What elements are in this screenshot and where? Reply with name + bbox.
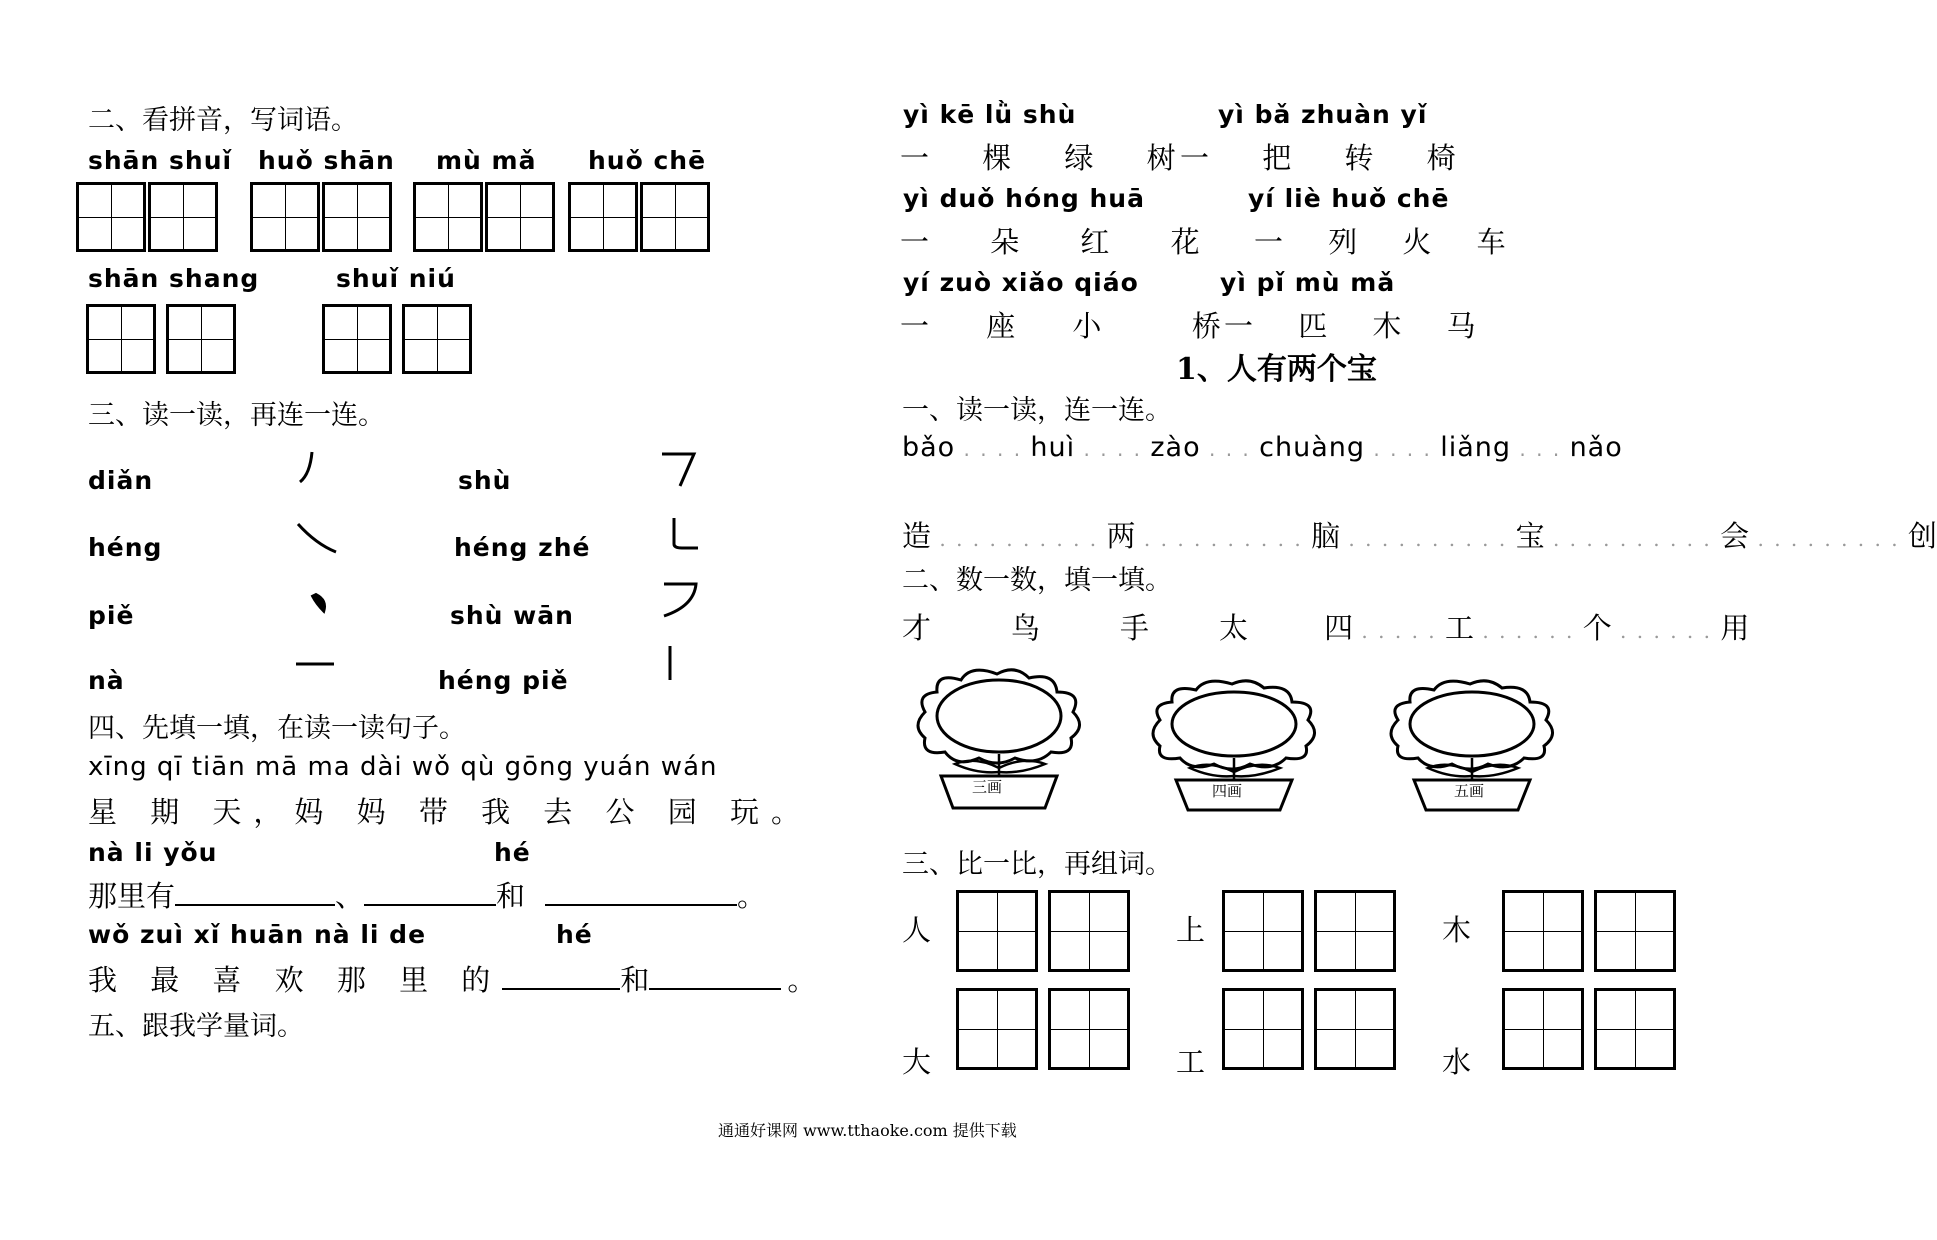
r1-py-chuang[interactable]: chuàng [1259, 432, 1366, 463]
pot-label-2: 四画 [1212, 782, 1243, 800]
measure-pinyin-3a: yí zuò xiǎo qiáo [903, 268, 1139, 297]
measure-pinyin-1a: yì kē lǜ shù [903, 100, 1077, 129]
sentence-1-text: 星 期 天，妈 妈 带 我 去 公 园 玩。 [88, 795, 812, 829]
stroke-shapes-right [650, 448, 710, 688]
r2-char-3: 太 [1219, 611, 1249, 645]
pot-label-3: 五画 [1454, 782, 1485, 800]
section-4-title: 四、先填一填，在读一读句子。 [88, 713, 466, 744]
sentence-2-pinyin: nà li yǒu [88, 838, 218, 867]
r2-char-5: 工 [1445, 611, 1475, 645]
sentence-2-line [88, 874, 766, 915]
r1-py-hui[interactable]: huì [1030, 432, 1076, 463]
r1-hanzi-row: 造 . . . . . . . . . . 两 . . . . . . . . . . 脑 . . . . . . . . . . 宝 . . . . . . . . . . 会 . . . . . . . . . 创 [902, 519, 1937, 553]
hengpie-stroke-icon [662, 454, 694, 486]
blank-3[interactable] [545, 878, 737, 906]
r1-hz-1[interactable]: 两 [1106, 519, 1136, 553]
r1-py-liang[interactable]: liǎng [1440, 432, 1512, 463]
compare-grid-gong[interactable] [1222, 988, 1398, 1070]
stroke-name-shu[interactable]: shù [458, 466, 512, 495]
blank-1[interactable] [175, 878, 335, 906]
sentence-2-sep: 、 [335, 879, 365, 913]
r2-char-6: 个 [1582, 611, 1612, 645]
r2-char-row: 才 鸟 手 太 四 . . . . . 工 . . . . . . 个 . . . . . . 用 [902, 611, 1750, 645]
sentence-1-pinyin: xīng qī tiān mā ma dài wǒ qù gōng yuán wán [88, 752, 718, 782]
r1-hz-2[interactable]: 脑 [1311, 519, 1341, 553]
sentence-3-line [88, 958, 816, 999]
r2-char-1: 鸟 [1011, 611, 1041, 645]
writing-grid-5[interactable] [86, 304, 238, 374]
stroke-name-na[interactable]: nà [88, 666, 125, 695]
pinyin-shanshui: shān shuǐ [88, 146, 233, 175]
compare-grid-shang[interactable] [1222, 890, 1398, 972]
compare-grid-shui[interactable] [1502, 988, 1678, 1070]
r1-py-zao[interactable]: zào [1150, 432, 1201, 463]
pinyin-muma: mù mǎ [436, 146, 537, 175]
sentence-2-pinyin-he: hé [494, 838, 531, 867]
sentence-2-and: 和 [496, 879, 526, 913]
pot-label-1: 三画 [972, 778, 1003, 796]
pie-stroke-icon [300, 452, 312, 482]
r2-char-0: 才 [902, 611, 932, 645]
shuwan-stroke-icon [674, 518, 698, 548]
flower-center-icon [1172, 692, 1296, 756]
section-3-title: 三、读一读，再连一连。 [88, 400, 385, 431]
r1-py-bao[interactable]: bǎo [902, 432, 956, 463]
compare-char-mu: 木 [1442, 913, 1472, 947]
compare-grid-ren[interactable] [956, 890, 1132, 972]
stroke-name-hengpie[interactable]: héng piě [438, 666, 569, 695]
sentence-2-end: 。 [737, 879, 767, 913]
compare-char-ren: 人 [902, 913, 932, 947]
sentence-2-prefix: 那里有 [88, 879, 176, 913]
measure-pinyin-2b: yí liè huǒ chē [1248, 184, 1450, 213]
r-section-1-title: 一、读一读，连一连。 [902, 395, 1172, 426]
compare-grid-da[interactable] [956, 988, 1132, 1070]
flower-center-icon [937, 680, 1061, 752]
writing-grid-2[interactable] [250, 182, 394, 252]
r1-py-nao[interactable]: nǎo [1569, 432, 1623, 463]
blank-4[interactable] [502, 962, 620, 990]
compare-char-da: 大 [902, 1045, 932, 1079]
measure-text-1b: 一 把 转 椅 [1180, 141, 1478, 175]
sentence-3-pinyin: wǒ zuì xǐ huān nà li de [88, 920, 427, 949]
section-2-title: 二、看拼音，写词语。 [88, 105, 358, 136]
pinyin-huoche: huǒ chē [588, 146, 707, 175]
r1-hz-5[interactable]: 创 [1907, 519, 1937, 553]
compare-grid-mu[interactable] [1502, 890, 1678, 972]
writing-grid-4[interactable] [568, 182, 712, 252]
compare-char-gong: 工 [1176, 1045, 1206, 1079]
r2-char-7: 用 [1720, 611, 1750, 645]
stroke-name-hengzhe[interactable]: héng zhé [454, 533, 591, 562]
r2-char-2: 手 [1120, 611, 1150, 645]
stroke-name-shuwan[interactable]: shù wān [450, 601, 574, 630]
measure-pinyin-3b: yì pǐ mù mǎ [1220, 268, 1396, 297]
stroke-name-pie[interactable]: piě [88, 601, 135, 630]
r-section-3-title: 三、比一比，再组词。 [902, 849, 1172, 880]
sentence-3-and: 和 [620, 963, 650, 997]
flower-center-icon [1410, 692, 1534, 756]
r1-hz-4[interactable]: 会 [1720, 519, 1750, 553]
na-stroke-icon [298, 524, 336, 552]
footer-credit: 通通好课网 www.tthaoke.com 提供下载 [718, 1121, 1017, 1140]
stroke-name-heng[interactable]: héng [88, 533, 163, 562]
sentence-3-pinyin-he: hé [556, 920, 593, 949]
pinyin-huoshan: huǒ shān [258, 146, 395, 175]
pinyin-shanshang: shān shang [88, 264, 260, 293]
r1-pinyin-row: bǎo . . . . huì . . . . zào . . . chuàng . . . . liǎng . . . nǎo [902, 432, 1623, 463]
writing-grid-1[interactable] [76, 182, 220, 252]
lesson-title: 1、人有两个宝 [1176, 352, 1377, 387]
section-5-title: 五、跟我学量词。 [88, 1011, 304, 1042]
sentence-3-end: 。 [787, 963, 817, 997]
r1-hz-3[interactable]: 宝 [1515, 519, 1545, 553]
dian-stroke-icon [312, 594, 325, 612]
compare-char-shang: 上 [1176, 913, 1206, 947]
measure-text-2a: 一 朵 红 花 [900, 225, 1226, 259]
measure-text-1a: 一 棵 绿 树 [900, 141, 1198, 175]
blank-2[interactable] [364, 878, 496, 906]
hengzhe-stroke-icon [664, 584, 696, 616]
blank-5[interactable] [649, 962, 781, 990]
measure-text-3a: 一 座 小 桥 [900, 309, 1245, 343]
pinyin-shuiniu: shuǐ niú [336, 264, 456, 293]
writing-grid-3[interactable] [413, 182, 557, 252]
r1-hz-0[interactable]: 造 [902, 519, 932, 553]
stroke-shapes-left [290, 448, 350, 688]
sentence-3-prefix: 我 最 喜 欢 那 里 的 [88, 963, 503, 997]
measure-pinyin-1b: yì bǎ zhuàn yǐ [1218, 100, 1428, 129]
r2-char-4: 四 [1324, 611, 1354, 645]
writing-grid-6[interactable] [322, 304, 474, 374]
measure-pinyin-2a: yì duǒ hóng huā [903, 184, 1145, 213]
measure-text-2b: 一 列 火 车 [1254, 225, 1524, 259]
measure-text-3b: 一 匹 木 马 [1224, 309, 1494, 343]
compare-char-shui: 水 [1442, 1045, 1472, 1079]
stroke-name-dian[interactable]: diǎn [88, 466, 154, 495]
r-section-2-title: 二、数一数，填一填。 [902, 565, 1172, 596]
